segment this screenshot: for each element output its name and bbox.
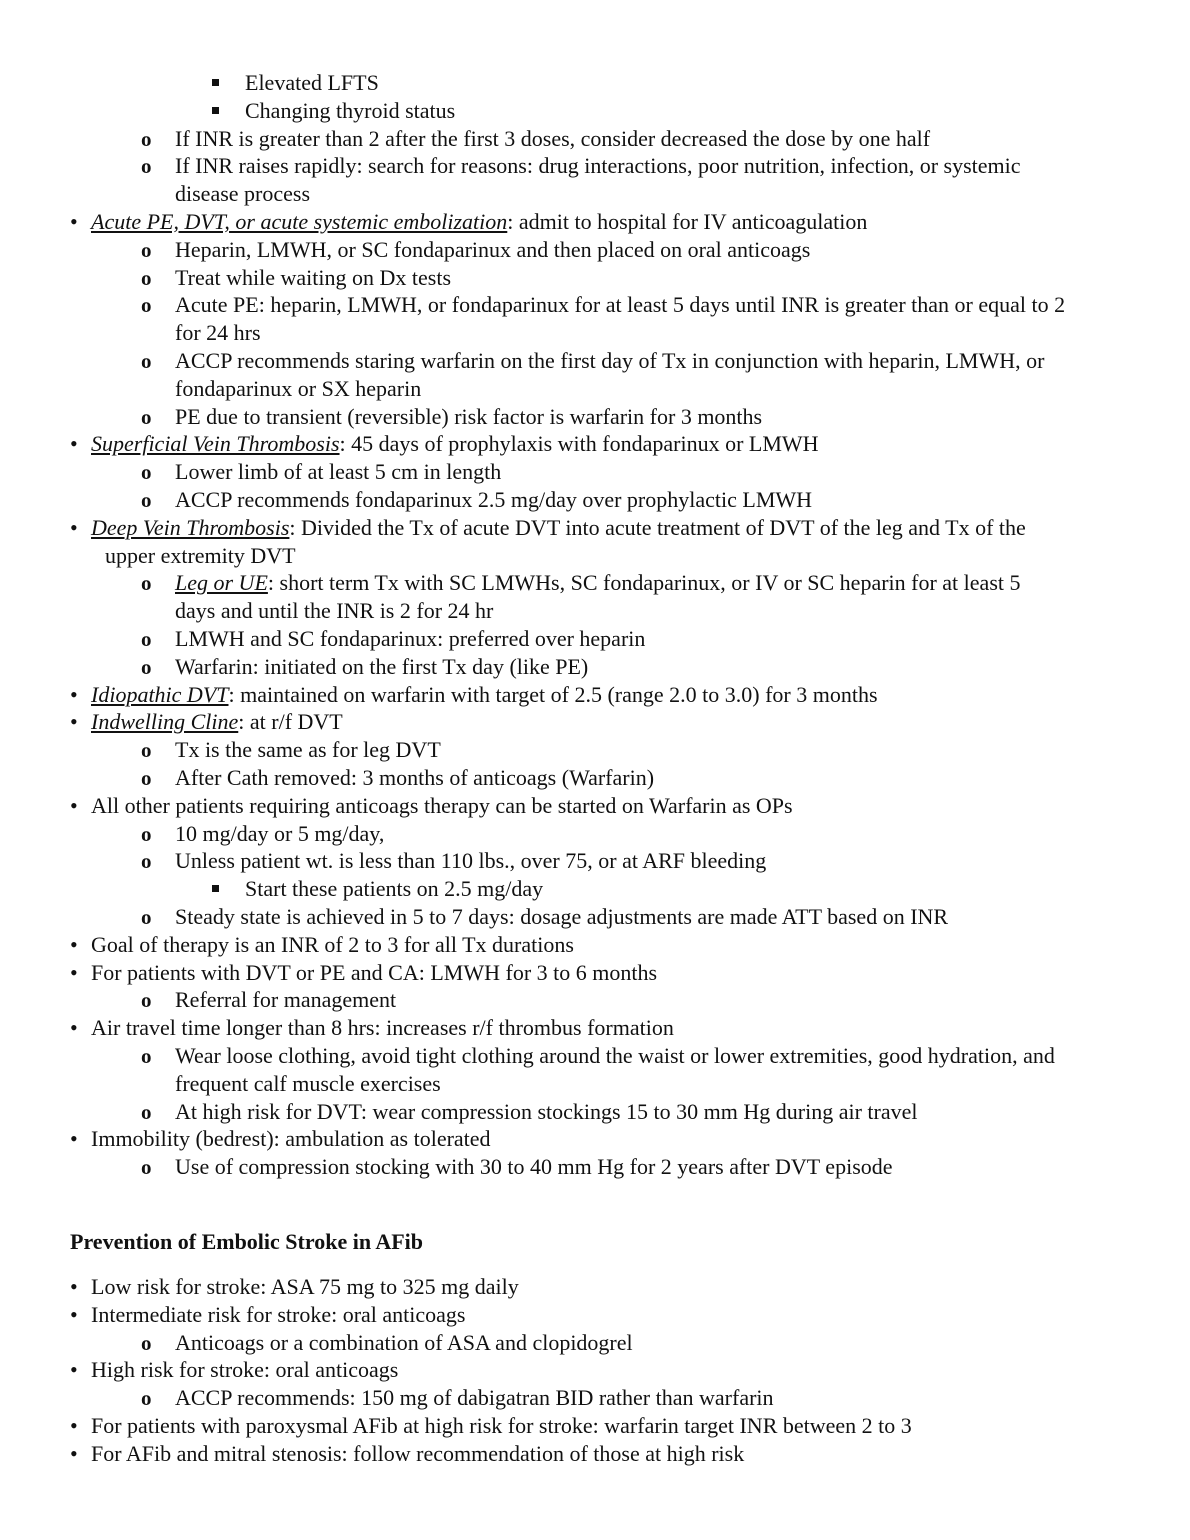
- list-item-text: [175, 1385, 774, 1411]
- list-item-text: [91, 682, 878, 708]
- circle-bullet-icon: o: [141, 849, 152, 874]
- list-item-text: [91, 1413, 912, 1439]
- item-text: If INR raises rapidly: search for reasons: drug interactions, poor nutrition, infection, or systemic: [175, 153, 1021, 179]
- term-label: Acute PE, DVT, or acute systemic embolization: [91, 209, 508, 234]
- item-text: After Cath removed: 3 months of anticoags (Warfarin): [175, 765, 655, 790]
- circle-bullet-icon: o: [141, 1044, 152, 1068]
- list-item-text: [245, 70, 379, 96]
- list-item-text: [175, 487, 812, 513]
- list-item-text: [91, 515, 1026, 541]
- item-text: : Divided the Tx of acute DVT into acute treatment of DVT of the leg and Tx of the: [289, 514, 1026, 540]
- section-heading: Prevention of Embolic Stroke in AFib: [70, 1229, 424, 1254]
- circle-bullet-icon: o: [141, 571, 152, 596]
- item-text: For AFib and mitral stenosis: follow recommendation of those at high risk: [91, 1440, 745, 1466]
- list-item-text: [91, 793, 793, 819]
- circle-bullet-icon: o: [141, 766, 152, 790]
- item-text: LMWH and SC fondaparinux: preferred over heparin: [175, 626, 646, 651]
- circle-bullet-icon: o: [141, 1155, 152, 1180]
- term-label: Leg or UE: [175, 570, 268, 596]
- list-item-text: [175, 1099, 918, 1125]
- list-item-text: [175, 654, 588, 680]
- list-item-text: [245, 876, 543, 902]
- circle-bullet-icon: o: [141, 1099, 152, 1124]
- term-label: Idiopathic DVT: [91, 681, 229, 707]
- list-item-text: [175, 404, 762, 430]
- item-text: Steady state is achieved in 5 to 7 days: dosage adjustments are made ATT based on INR: [175, 904, 949, 929]
- square-bullet-icon: [212, 107, 219, 114]
- circle-bullet-icon: o: [141, 1386, 152, 1411]
- dot-bullet-icon: •: [70, 1015, 78, 1041]
- item-text: Warfarin: initiated on the first Tx day (like PE): [175, 653, 589, 679]
- list-item-text: [175, 126, 930, 152]
- dot-bullet-icon: •: [70, 792, 78, 818]
- list-item-text: [91, 932, 574, 958]
- circle-bullet-icon: o: [141, 265, 152, 290]
- list-item-text: [91, 709, 343, 735]
- item-text: : maintained on warfarin with target of 2.5 (range 2.0 to 3.0) for 3 months: [228, 681, 878, 707]
- item-text: Changing thyroid status: [245, 97, 456, 123]
- item-text: Tx is the same as for leg DVT: [175, 737, 441, 763]
- circle-bullet-icon: o: [141, 154, 152, 179]
- item-text: For patients with DVT or PE and CA: LMWH for 3 to 6 months: [91, 959, 658, 985]
- circle-bullet-icon: o: [141, 237, 152, 262]
- list-item-text: [105, 543, 296, 569]
- dot-bullet-icon: •: [70, 1440, 78, 1466]
- list-item-text: [91, 1126, 491, 1152]
- term-label: Superficial Vein Thrombosis: [91, 431, 340, 457]
- square-bullet-icon: [212, 79, 219, 86]
- list-item-text: [175, 237, 810, 263]
- list-item-text: [175, 1154, 893, 1180]
- item-text: Low risk for stroke: ASA 75 mg to 325 mg daily: [91, 1274, 519, 1299]
- item-text: Unless patient wt. is less than 110 lbs., over 75, or at ARF bleeding: [175, 848, 767, 874]
- item-text: ACCP recommends: 150 mg of dabigatran BID rather than warfarin: [175, 1385, 774, 1411]
- list-item-text: [91, 431, 819, 457]
- circle-bullet-icon: o: [141, 988, 152, 1013]
- item-text: Anticoags or a combination of ASA and clopidogrel: [175, 1329, 633, 1355]
- list-item-text: [175, 848, 766, 874]
- item-text: Intermediate risk for stroke: oral anticoags: [91, 1301, 466, 1327]
- square-bullet-icon: [212, 885, 219, 892]
- list-item-text: [91, 209, 867, 235]
- circle-bullet-icon: o: [141, 905, 152, 929]
- list-item-text: [175, 265, 451, 291]
- item-text: days and until the INR is 2 for 24 hr: [175, 598, 494, 624]
- item-text: Referral for management: [175, 987, 397, 1013]
- item-text: upper extremity DVT: [105, 542, 296, 568]
- list-item-text: [175, 459, 501, 485]
- circle-bullet-icon: o: [141, 1330, 152, 1355]
- item-text: : admit to hospital for IV anticoagulation: [507, 209, 868, 234]
- circle-bullet-icon: o: [141, 349, 152, 373]
- circle-bullet-icon: o: [141, 821, 152, 846]
- list-item-text: [175, 737, 441, 763]
- dot-bullet-icon: •: [70, 1301, 78, 1327]
- dot-bullet-icon: •: [70, 514, 78, 540]
- circle-bullet-icon: o: [141, 460, 152, 485]
- dot-bullet-icon: •: [70, 209, 78, 234]
- item-text: Wear loose clothing, avoid tight clothing around the waist or lower extremities, good hydration, and: [175, 1043, 1055, 1068]
- list-item-text: [175, 1043, 1055, 1069]
- item-text: disease process: [175, 181, 311, 207]
- item-text: Goal of therapy is an INR of 2 to 3 for all Tx durations: [91, 931, 574, 957]
- item-text: : short term Tx with SC LMWHs, SC fondaparinux, or IV or SC heparin for at least 5: [267, 570, 1021, 596]
- item-text: Start these patients on 2.5 mg/day: [245, 876, 544, 902]
- list-item-text: [175, 1330, 633, 1356]
- dot-bullet-icon: •: [70, 681, 78, 707]
- dot-bullet-icon: •: [70, 431, 78, 457]
- list-item-text: [175, 153, 1021, 179]
- list-item-text: [91, 1302, 465, 1328]
- list-item-text: [175, 904, 948, 930]
- item-text: All other patients requiring anticoags therapy can be started on Warfarin as OPs: [91, 792, 793, 818]
- item-text: ACCP recommends staring warfarin on the first day of Tx in conjunction with heparin, LMWH, or: [175, 348, 1045, 373]
- list-item-text: [91, 1015, 674, 1041]
- item-text: for 24 hrs: [175, 320, 261, 346]
- item-text: 10 mg/day or 5 mg/day,: [175, 820, 385, 846]
- list-item-text: [175, 598, 493, 624]
- item-text: If INR is greater than 2 after the first 3 doses, consider decreased the dose by one half: [175, 125, 931, 151]
- circle-bullet-icon: o: [141, 654, 152, 679]
- item-text: At high risk for DVT: wear compression stockings 15 to 30 mm Hg during air travel: [175, 1098, 918, 1124]
- dot-bullet-icon: •: [70, 931, 78, 957]
- item-text: For patients with paroxysmal AFib at high risk for stroke: warfarin target INR between 2 to 3: [91, 1413, 912, 1438]
- dot-bullet-icon: •: [70, 959, 78, 985]
- dot-bullet-icon: •: [70, 1274, 78, 1299]
- list-item-text: [175, 348, 1044, 374]
- list-item-text: [175, 570, 1021, 596]
- circle-bullet-icon: o: [141, 627, 152, 651]
- dot-bullet-icon: •: [70, 1357, 78, 1383]
- item-text: Elevated LFTS: [245, 70, 379, 95]
- list-item-text: [175, 376, 421, 402]
- list-item-text: [91, 1357, 398, 1383]
- item-text: Treat while waiting on Dx tests: [175, 264, 451, 290]
- item-text: High risk for stroke: oral anticoags: [91, 1357, 399, 1383]
- list-item-text: [91, 960, 657, 986]
- list-item-text: [91, 1274, 519, 1300]
- item-text: Acute PE: heparin, LMWH, or fondaparinux for at least 5 days until INR is greater than or equal to 2: [175, 292, 1066, 318]
- term-label: Deep Vein Thrombosis: [91, 514, 290, 540]
- list-item-text: [175, 181, 310, 207]
- item-text: PE due to transient (reversible) risk factor is warfarin for 3 months: [175, 403, 763, 429]
- item-text: Use of compression stocking with 30 to 40 mm Hg for 2 years after DVT episode: [175, 1154, 893, 1180]
- item-text: Air travel time longer than 8 hrs: increases r/f thrombus formation: [91, 1015, 674, 1041]
- item-text: frequent calf muscle exercises: [175, 1070, 441, 1096]
- dot-bullet-icon: •: [70, 1413, 78, 1438]
- circle-bullet-icon: o: [141, 738, 152, 763]
- circle-bullet-icon: o: [141, 293, 152, 318]
- circle-bullet-icon: o: [141, 488, 152, 512]
- item-text: fondaparinux or SX heparin: [175, 375, 422, 401]
- item-text: : at r/f DVT: [238, 709, 343, 735]
- item-text: : 45 days of prophylaxis with fondaparinux or LMWH: [339, 431, 819, 457]
- list-item-text: [175, 292, 1065, 318]
- list-item-text: [175, 320, 261, 346]
- term-label: Indwelling Cline: [91, 709, 239, 735]
- list-item-text: [175, 987, 396, 1013]
- circle-bullet-icon: o: [141, 126, 152, 151]
- item-text: Immobility (bedrest): ambulation as tolerated: [91, 1126, 491, 1152]
- item-text: Lower limb of at least 5 cm in length: [175, 459, 502, 485]
- list-item-text: [245, 98, 455, 124]
- item-text: Heparin, LMWH, or SC fondaparinux and then placed on oral anticoags: [175, 236, 811, 262]
- dot-bullet-icon: •: [70, 1126, 78, 1152]
- dot-bullet-icon: •: [70, 709, 78, 735]
- list-item-text: [91, 1441, 744, 1467]
- list-item-text: [175, 821, 384, 847]
- item-text: ACCP recommends fondaparinux 2.5 mg/day over prophylactic LMWH: [175, 487, 813, 512]
- list-item-text: [175, 626, 645, 652]
- list-item-text: [175, 765, 654, 791]
- circle-bullet-icon: o: [141, 404, 152, 429]
- list-item-text: [175, 1071, 441, 1097]
